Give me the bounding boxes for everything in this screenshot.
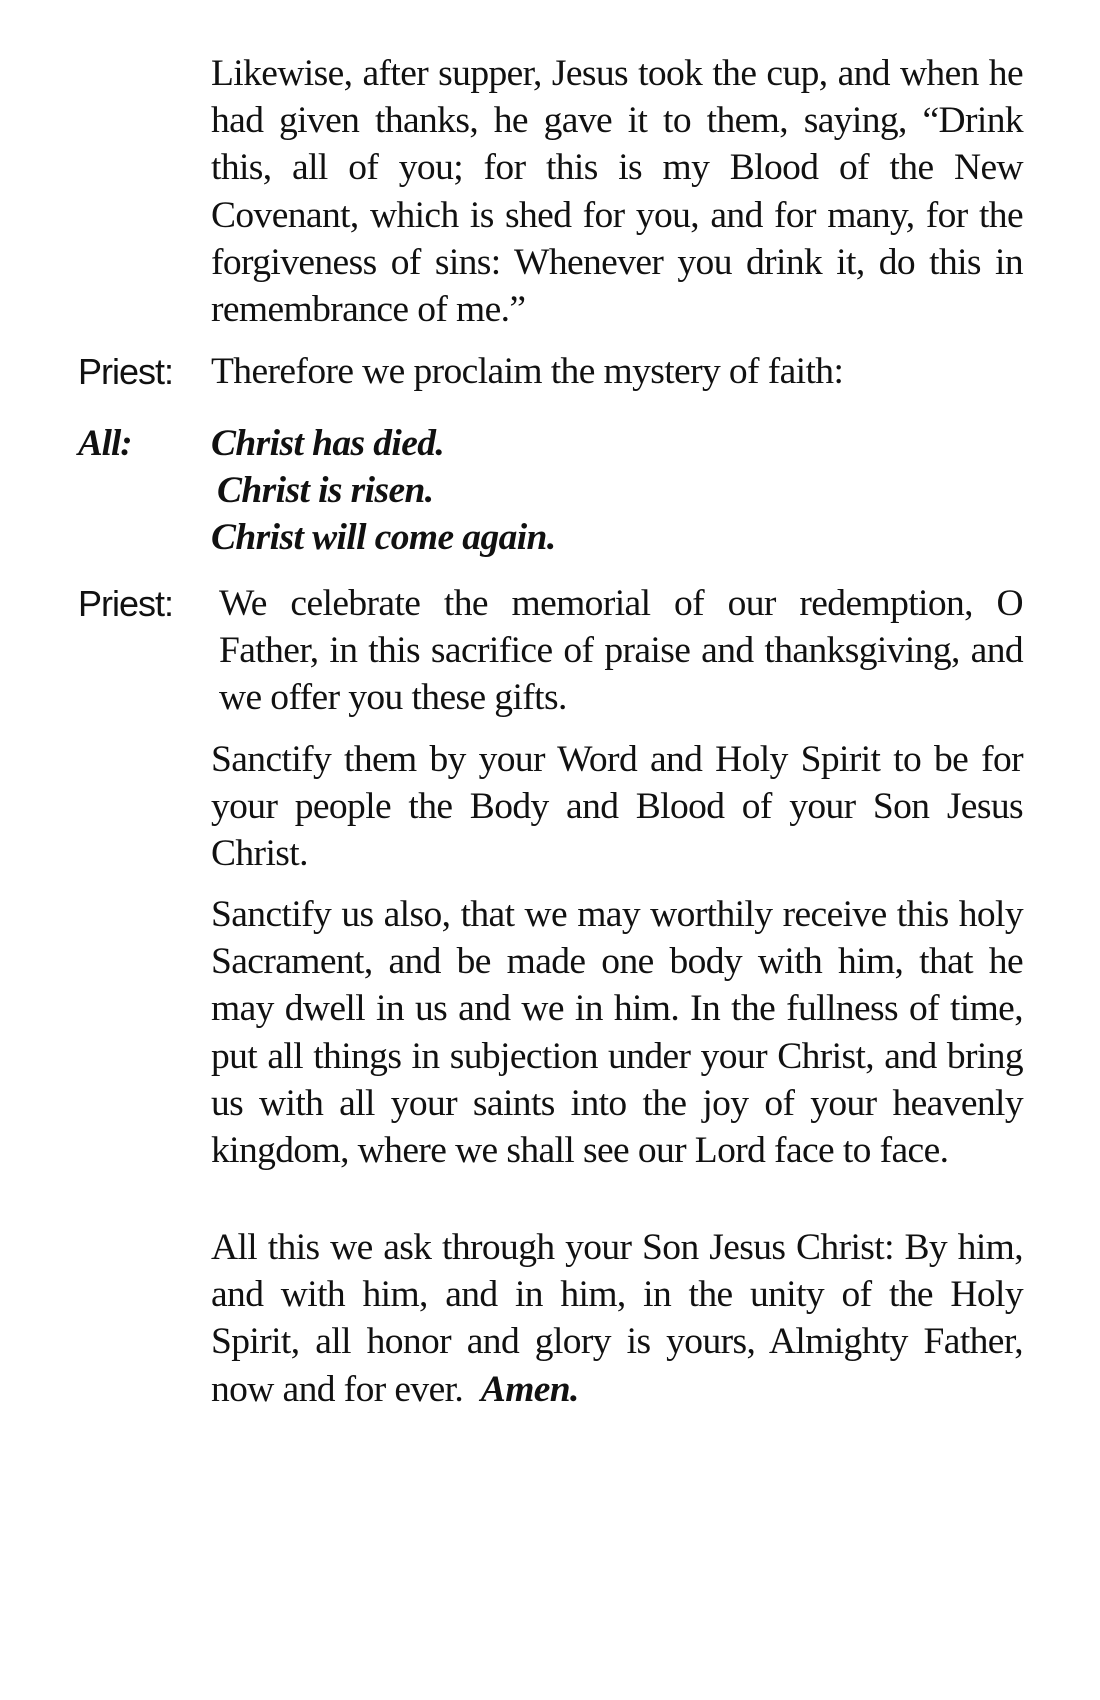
sanctify-them-block xyxy=(78,736,1023,878)
cup-paragraph: Likewise, after supper, Jesus took the cup, and when he had given thanks, he gave it to them, saying, “Drink this, all of you; for this is my Blood of the New Covenant, which is shed for you, and for many, for the forgiveness of sins: Whenever you drink it, do this in remembrance of me.” xyxy=(211,53,1023,331)
amen-response: Amen. xyxy=(480,1368,579,1410)
doxology-text: All this we ask through your Son Jesus Christ: By him, and with him, and in him, in the unity of the Holy Spirit, all honor and glory is yours, Almighty Father, now and for ever. xyxy=(211,1227,1023,1410)
all-speaker-label: All: xyxy=(78,423,132,464)
response-line-come-again: Christ will come again. xyxy=(211,517,556,559)
priest-proclamation-row xyxy=(78,348,1023,395)
priest-speaker-label: Priest: xyxy=(78,583,174,624)
sanctify-them-paragraph: Sanctify them by your Word and Holy Spirit to be for your people the Body and Blood of your Son Jesus Christ. xyxy=(211,739,1023,875)
priest-memorial-text: We celebrate the memorial of our redemption, O Father, in this sacrifice of praise and thanksgiving, and we offer you these gifts. xyxy=(219,583,1023,719)
all-response-text xyxy=(211,420,1023,562)
sanctify-us-paragraph: Sanctify us also, that we may worthily receive this holy Sacrament, and be made one body with him, that he may dwell in us and we in him. In the fullness of time, put all things in subjection under your Christ, and bring us with all your saints into the joy of your heavenly kingdom, where we shall see our Lord face to face. xyxy=(211,894,1023,1172)
doxology-paragraph xyxy=(211,1224,1023,1413)
priest-memorial-row xyxy=(78,580,1023,722)
priest-proclamation-text: Therefore we proclaim the mystery of faith: xyxy=(211,351,844,392)
doxology-block xyxy=(78,1224,1023,1413)
cup-paragraph-block xyxy=(78,50,1023,333)
response-line-risen: Christ is risen. xyxy=(217,470,434,512)
priest-speaker-label: Priest: xyxy=(78,351,174,392)
response-line-died: Christ has died. xyxy=(211,423,445,464)
sanctify-us-block xyxy=(78,891,1023,1174)
all-response-row xyxy=(78,420,1023,562)
